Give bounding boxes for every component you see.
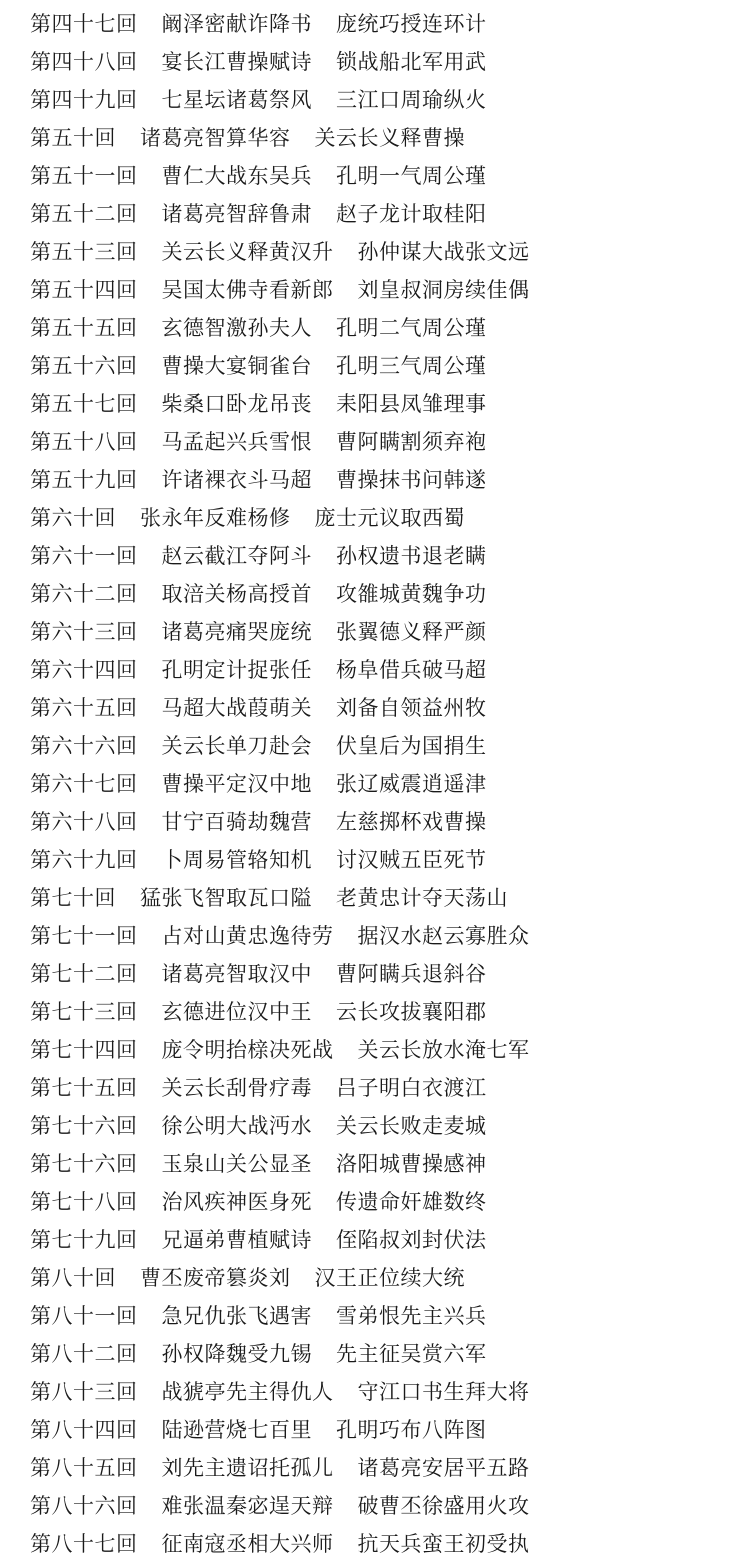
chapter-row	[30, 309, 730, 347]
chapter-row	[30, 727, 730, 765]
chapter-title-second-line: 孔明巧布八阵图	[336, 1418, 487, 1442]
chapter-row	[30, 461, 730, 499]
chapter-row	[30, 1031, 730, 1069]
chapter-title-first-line: 玄德智激孙夫人	[161, 316, 312, 340]
chapter-row	[30, 537, 730, 575]
chapter-title-second-line: 洛阳城曹操感神	[336, 1152, 487, 1176]
chapter-number: 第五十八回	[30, 430, 138, 454]
chapter-title-first-line: 卜周易管辂知机	[161, 848, 312, 872]
chapter-row	[30, 43, 730, 81]
chapter-number: 第六十六回	[30, 734, 138, 758]
chapter-number: 第四十八回	[30, 50, 138, 74]
chapter-row	[30, 1183, 730, 1221]
chapter-title-first-line: 吴国太佛寺看新郎	[161, 278, 334, 302]
chapter-row	[30, 689, 730, 727]
chapter-row	[30, 651, 730, 689]
chapter-title-second-line: 庞统巧授连环计	[336, 12, 487, 36]
chapter-title-first-line: 诸葛亮痛哭庞统	[161, 620, 312, 644]
chapter-title-first-line: 赵云截江夺阿斗	[161, 544, 312, 568]
chapter-row	[30, 233, 730, 271]
chapter-number: 第七十三回	[30, 1000, 138, 1024]
chapter-title-second-line: 破曹丕徐盛用火攻	[357, 1494, 530, 1518]
chapter-row	[30, 879, 730, 917]
chapter-number: 第七十八回	[30, 1190, 138, 1214]
chapter-title-second-line: 孙仲谋大战张文远	[357, 240, 530, 264]
chapter-number: 第六十八回	[30, 810, 138, 834]
chapter-title-first-line: 徐公明大战沔水	[161, 1114, 312, 1138]
chapter-title-first-line: 曹操大宴铜雀台	[161, 354, 312, 378]
chapter-title-second-line: 攻雒城黄魏争功	[336, 582, 487, 606]
chapter-title-first-line: 关云长单刀赴会	[161, 734, 312, 758]
chapter-number: 第七十一回	[30, 924, 138, 948]
chapter-row	[30, 347, 730, 385]
chapter-number: 第六十回	[30, 506, 116, 530]
chapter-row	[30, 575, 730, 613]
chapter-title-second-line: 吕子明白衣渡江	[336, 1076, 487, 1100]
chapter-number: 第八十七回	[30, 1532, 138, 1556]
chapter-number: 第四十七回	[30, 12, 138, 36]
chapter-number: 第六十三回	[30, 620, 138, 644]
chapter-title-first-line: 治风疾神医身死	[161, 1190, 312, 1214]
chapter-row	[30, 803, 730, 841]
chapter-title-first-line: 曹仁大战东吴兵	[161, 164, 312, 188]
chapter-number: 第七十九回	[30, 1228, 138, 1252]
chapter-title-second-line: 赵子龙计取桂阳	[336, 202, 487, 226]
chapter-number: 第七十五回	[30, 1076, 138, 1100]
chapter-title-second-line: 传遗命奸雄数终	[336, 1190, 487, 1214]
chapter-title-second-line: 侄陷叔刘封伏法	[336, 1228, 487, 1252]
chapter-row	[30, 499, 730, 537]
chapter-title-first-line: 诸葛亮智辞鲁肃	[161, 202, 312, 226]
chapter-row	[30, 765, 730, 803]
chapter-number: 第八十四回	[30, 1418, 138, 1442]
chapter-title-first-line: 张永年反难杨修	[140, 506, 291, 530]
chapter-title-second-line: 伏皇后为国捐生	[336, 734, 487, 758]
chapter-row	[30, 119, 730, 157]
chapter-title-first-line: 孙权降魏受九锡	[161, 1342, 312, 1366]
chapter-number: 第八十一回	[30, 1304, 138, 1328]
chapter-row	[30, 423, 730, 461]
chapter-row	[30, 81, 730, 119]
chapter-number: 第五十五回	[30, 316, 138, 340]
chapter-title-second-line: 左慈掷杯戏曹操	[336, 810, 487, 834]
chapter-number: 第五十七回	[30, 392, 138, 416]
chapter-number: 第五十回	[30, 126, 116, 150]
chapter-title-second-line: 汉王正位续大统	[314, 1266, 465, 1290]
chapter-title-first-line: 刘先主遗诏托孤儿	[161, 1456, 334, 1480]
chapter-title-second-line: 孔明三气周公瑾	[336, 354, 487, 378]
chapter-row	[30, 195, 730, 233]
chapter-title-second-line: 锁战船北军用武	[336, 50, 487, 74]
chapter-row	[30, 1259, 730, 1297]
chapter-title-second-line: 孙权遗书退老瞒	[336, 544, 487, 568]
chapter-title-first-line: 玉泉山关公显圣	[161, 1152, 312, 1176]
chapter-number: 第六十二回	[30, 582, 138, 606]
chapter-title-first-line: 曹操平定汉中地	[161, 772, 312, 796]
chapter-row	[30, 1449, 730, 1487]
chapter-title-first-line: 取涪关杨高授首	[161, 582, 312, 606]
chapter-title-second-line: 杨阜借兵破马超	[336, 658, 487, 682]
chapter-number: 第七十二回	[30, 962, 138, 986]
chapter-row	[30, 1069, 730, 1107]
chapter-row	[30, 1107, 730, 1145]
chapter-row	[30, 955, 730, 993]
chapter-row	[30, 1411, 730, 1449]
chapter-row	[30, 1373, 730, 1411]
chapter-number: 第六十九回	[30, 848, 138, 872]
chapter-number: 第五十二回	[30, 202, 138, 226]
chapter-title-second-line: 云长攻拔襄阳郡	[336, 1000, 487, 1024]
chapter-title-first-line: 急兄仇张飞遇害	[161, 1304, 312, 1328]
chapter-title-first-line: 猛张飞智取瓦口隘	[140, 886, 312, 910]
chapter-row	[30, 1525, 730, 1563]
chapter-title-first-line: 诸葛亮智取汉中	[161, 962, 312, 986]
chapter-title-first-line: 难张温秦宓逞天辩	[161, 1494, 334, 1518]
chapter-title-first-line: 玄德进位汉中王	[161, 1000, 312, 1024]
chapter-number: 第六十五回	[30, 696, 138, 720]
chapter-title-first-line: 陆逊营烧七百里	[161, 1418, 312, 1442]
chapter-title-first-line: 战猇亭先主得仇人	[161, 1380, 334, 1404]
chapter-row	[30, 5, 730, 43]
chapter-title-first-line: 宴长江曹操赋诗	[161, 50, 312, 74]
chapter-title-first-line: 诸葛亮智算华容	[140, 126, 291, 150]
chapter-title-first-line: 关云长义释黄汉升	[161, 240, 334, 264]
chapter-title-second-line: 讨汉贼五臣死节	[336, 848, 487, 872]
chapter-number: 第七十六回	[30, 1152, 138, 1176]
chapter-number: 第八十回	[30, 1266, 116, 1290]
chapter-title-first-line: 阚泽密献诈降书	[161, 12, 312, 36]
chapter-row	[30, 1221, 730, 1259]
chapter-title-second-line: 抗天兵蛮王初受执	[357, 1532, 530, 1556]
chapter-title-second-line: 刘皇叔洞房续佳偶	[357, 278, 530, 302]
chapter-number: 第六十七回	[30, 772, 138, 796]
chapter-title-second-line: 孔明一气周公瑾	[336, 164, 487, 188]
chapter-title-first-line: 甘宁百骑劫魏营	[161, 810, 312, 834]
chapter-title-first-line: 关云长刮骨疗毒	[161, 1076, 312, 1100]
chapter-number: 第八十六回	[30, 1494, 138, 1518]
chapter-title-second-line: 刘备自领益州牧	[336, 696, 487, 720]
chapter-title-first-line: 孔明定计捉张任	[161, 658, 312, 682]
chapter-title-second-line: 张翼德义释严颜	[336, 620, 487, 644]
chapter-title-first-line: 马孟起兴兵雪恨	[161, 430, 312, 454]
chapter-title-second-line: 据汉水赵云寡胜众	[357, 924, 530, 948]
chapter-number: 第五十三回	[30, 240, 138, 264]
chapter-row	[30, 385, 730, 423]
chapter-title-first-line: 许诸裸衣斗马超	[161, 468, 312, 492]
chapter-title-second-line: 关云长放水淹七军	[357, 1038, 530, 1062]
chapter-number: 第八十二回	[30, 1342, 138, 1366]
chapter-title-first-line: 柴桑口卧龙吊丧	[161, 392, 312, 416]
chapter-number: 第五十六回	[30, 354, 138, 378]
chapter-title-second-line: 守江口书生拜大将	[357, 1380, 530, 1404]
chapter-number: 第五十九回	[30, 468, 138, 492]
chapter-number: 第六十一回	[30, 544, 138, 568]
chapter-row	[30, 993, 730, 1031]
chapter-title-second-line: 先主征吴赏六军	[336, 1342, 487, 1366]
chapter-title-first-line: 七星坛诸葛祭风	[161, 88, 312, 112]
chapter-title-first-line: 庞令明抬榇决死战	[161, 1038, 334, 1062]
chapter-row	[30, 1335, 730, 1373]
chapter-number: 第四十九回	[30, 88, 138, 112]
chapter-title-second-line: 张辽威震逍遥津	[336, 772, 487, 796]
chapter-number: 第五十四回	[30, 278, 138, 302]
chapter-row	[30, 841, 730, 879]
chapter-title-second-line: 曹阿瞒兵退斜谷	[336, 962, 487, 986]
chapter-row	[30, 1145, 730, 1183]
chapter-number: 第五十一回	[30, 164, 138, 188]
chapter-number: 第八十三回	[30, 1380, 138, 1404]
chapter-row	[30, 613, 730, 651]
chapter-row	[30, 271, 730, 309]
chapter-row	[30, 1297, 730, 1335]
chapter-number: 第七十四回	[30, 1038, 138, 1062]
chapter-title-first-line: 马超大战葭萌关	[161, 696, 312, 720]
chapter-title-second-line: 曹操抹书问韩遂	[336, 468, 487, 492]
chapter-title-second-line: 耒阳县凤雏理事	[336, 392, 487, 416]
chapter-title-second-line: 关云长义释曹操	[314, 126, 465, 150]
chapter-title-first-line: 曹丕废帝篡炎刘	[140, 1266, 291, 1290]
chapter-title-second-line: 孔明二气周公瑾	[336, 316, 487, 340]
chapter-row	[30, 917, 730, 955]
chapter-number: 第七十六回	[30, 1114, 138, 1138]
chapter-title-second-line: 三江口周瑜纵火	[336, 88, 487, 112]
chapter-title-second-line: 诸葛亮安居平五路	[357, 1456, 530, 1480]
chapter-title-second-line: 关云长败走麦城	[336, 1114, 487, 1138]
chapter-number: 第六十四回	[30, 658, 138, 682]
chapter-title-second-line: 庞士元议取西蜀	[314, 506, 465, 530]
chapter-title-first-line: 占对山黄忠逸待劳	[161, 924, 334, 948]
chapter-number: 第七十回	[30, 886, 116, 910]
chapter-title-second-line: 曹阿瞒割须弃袍	[336, 430, 487, 454]
chapter-row	[30, 1487, 730, 1525]
chapter-title-first-line: 征南寇丞相大兴师	[161, 1532, 334, 1556]
chapter-title-first-line: 兄逼弟曹植赋诗	[161, 1228, 312, 1252]
chapter-title-second-line: 雪弟恨先主兴兵	[336, 1304, 487, 1328]
chapter-number: 第八十五回	[30, 1456, 138, 1480]
chapter-row	[30, 157, 730, 195]
chapter-title-second-line: 老黄忠计夺天荡山	[336, 886, 508, 910]
chapter-list	[30, 5, 730, 1563]
